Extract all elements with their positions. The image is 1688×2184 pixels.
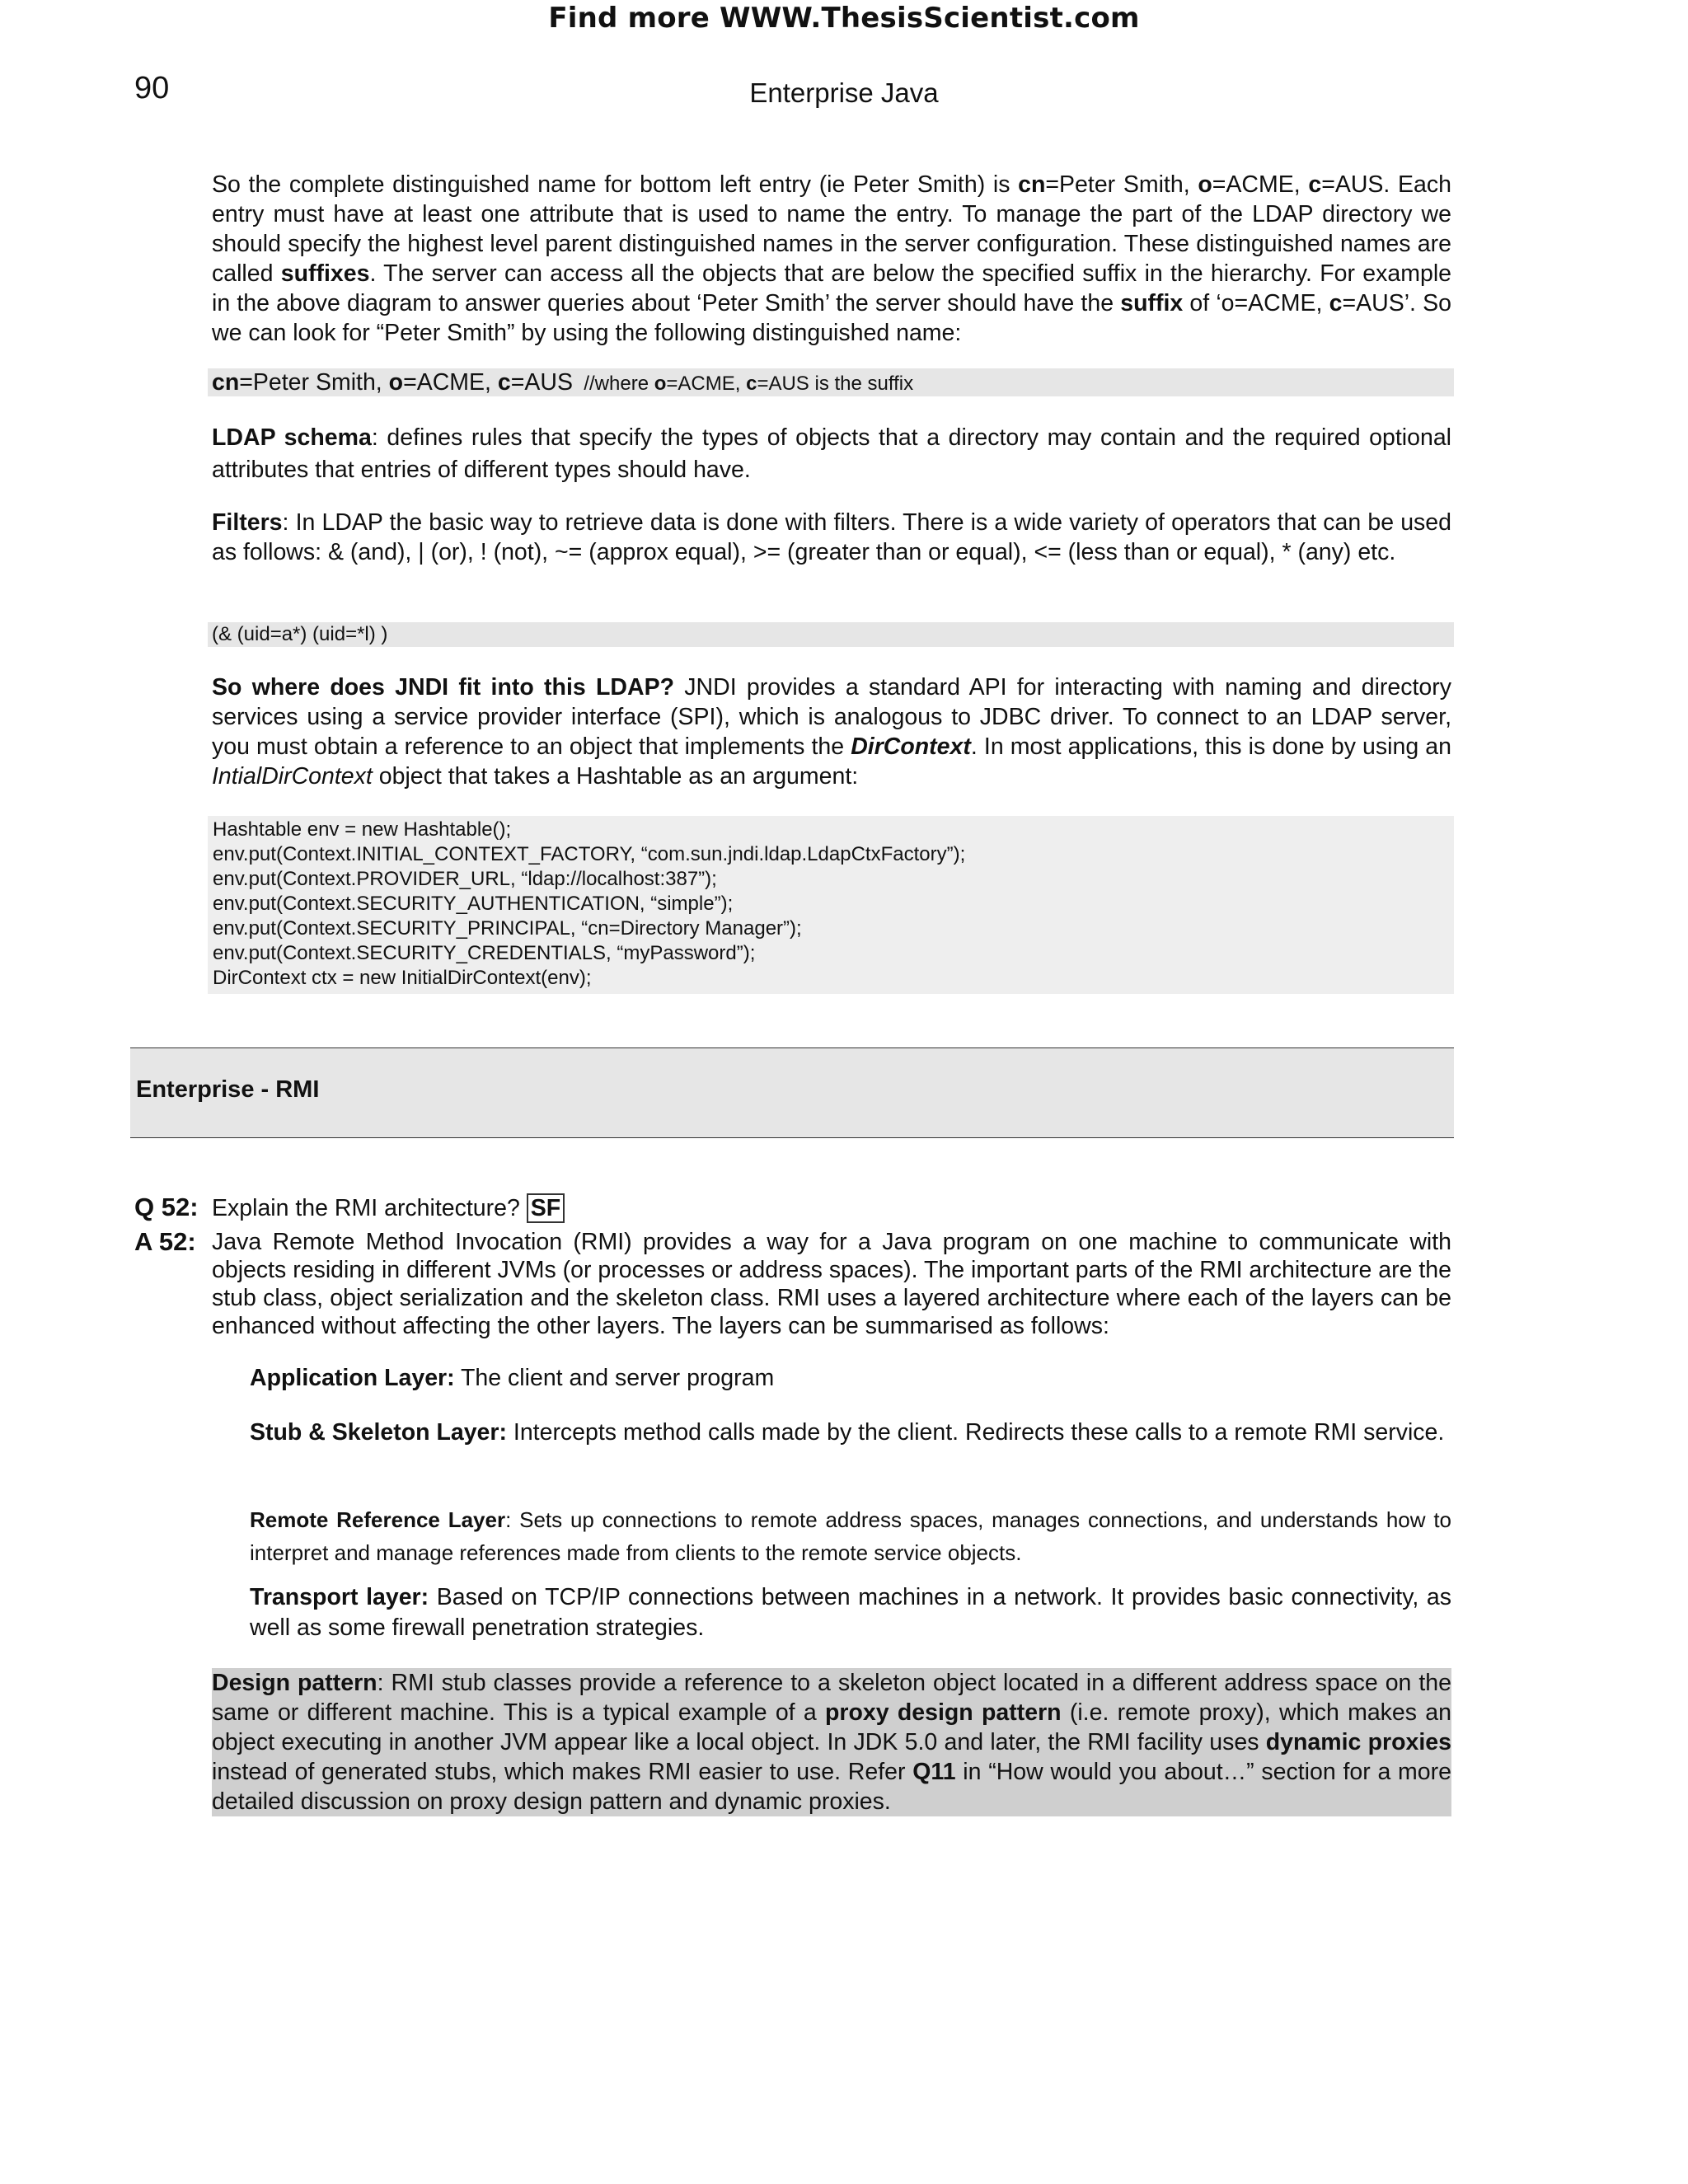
question-text xyxy=(212,1193,1451,1223)
text-span: in “How would you about…” section for a more detailed discussion on proxy design pattern and dynamic proxies. xyxy=(212,1759,1451,1815)
paragraph-filters xyxy=(212,508,1451,567)
text-span: =AUS. Each entry must have at least one attribute that is used to name the entry. To manage the part of the LDAP directory we should specify the highest level parent distinguished names in the server configuration. These distinguished names are called xyxy=(212,171,1451,287)
bold-term: Filters xyxy=(212,509,283,536)
filter-example-code: (& (uid=a*) (uid=*l) ) xyxy=(212,623,388,645)
text-span: So the complete distinguished name for bottom left entry (ie Peter Smith) is xyxy=(212,171,1019,198)
paragraph-distinguished-name xyxy=(212,170,1451,348)
text-span: . The server can access all the objects that are below the specified suffix in the hierarchy. For example in the above diagram to answer queries about ‘Peter Smith’ the server should have the xyxy=(212,260,1452,316)
text-span: =ACME, xyxy=(403,369,498,396)
paragraph-ldap-schema xyxy=(212,422,1451,486)
text-span: . In most applications, this is done by using an xyxy=(970,733,1451,760)
text-span: =AUS’. So we can look for “Peter Smith” by using the following distinguished name: xyxy=(212,290,1451,346)
bold-term: Stub & Skeleton Layer: xyxy=(250,1419,507,1446)
paragraph-jndi xyxy=(212,673,1451,791)
text-span: of ‘o=ACME, xyxy=(1183,290,1329,316)
bold-term: c xyxy=(746,373,757,395)
text-span: JNDI provides a standard API for interacting with naming and directory services using a service provider interface (SPI), which is analogous to JDBC driver. To connect to an LDAP server, you must obtain a reference to an object that implements the xyxy=(212,674,1452,760)
question-label: Q 52: xyxy=(134,1193,199,1221)
text-span: =ACME, xyxy=(1212,171,1309,198)
dn-comment xyxy=(573,373,913,395)
code-line: DirContext ctx = new InitialDirContext(env); xyxy=(213,967,592,989)
text-span: //where xyxy=(573,373,654,395)
answer-text: Java Remote Method Invocation (RMI) provides a way for a Java program on one machine to communicate with objects residing in different JVMs (or processes or address spaces). The important parts of the RMI architecture are the stub class, object serialization and the skeleton class. RMI uses a layered architecture where each of the layers can be enhanced without affecting the other layers. The layers can be summarised as follows: xyxy=(212,1229,1451,1339)
text-span: Explain the RMI architecture? xyxy=(212,1195,527,1221)
sf-tag: SF xyxy=(527,1193,565,1223)
text-span: : defines rules that specify the types of objects that a directory may contain and the required optional attributes that entries of different types should have. xyxy=(212,424,1451,483)
bold-term: Design pattern xyxy=(212,1670,377,1696)
bold-term: Q11 xyxy=(912,1759,956,1785)
bold-term: Remote Reference Layer xyxy=(250,1507,506,1532)
bold-term: suffix xyxy=(1120,290,1184,316)
bold-term: c xyxy=(1329,290,1343,316)
design-pattern-note xyxy=(212,1668,1451,1816)
text-span: instead of generated stubs, which makes RMI easier to use. Refer xyxy=(212,1759,913,1785)
bold-term: c xyxy=(497,369,511,396)
bold-term: c xyxy=(1308,171,1322,198)
code-block xyxy=(208,816,1454,994)
bold-term: o xyxy=(654,373,667,395)
dn-example-box xyxy=(208,368,1454,396)
code-line: env.put(Context.SECURITY_PRINCIPAL, “cn=Directory Manager”); xyxy=(213,917,802,940)
bold-term: cn xyxy=(1018,171,1046,198)
bold-term: cn xyxy=(212,369,240,396)
italic-term: IntialDirContext xyxy=(212,763,373,790)
text-span: =Peter Smith, xyxy=(239,369,389,396)
bold-term: LDAP schema xyxy=(212,424,372,451)
code-line: env.put(Context.SECURITY_CREDENTIALS, “myPassword”); xyxy=(213,942,756,964)
code-line: env.put(Context.INITIAL_CONTEXT_FACTORY, “com.sun.jndi.ldap.LdapCtxFactory”); xyxy=(213,843,966,865)
page-number: 90 xyxy=(134,71,170,105)
layer-stub-skeleton xyxy=(250,1418,1451,1448)
answer-label: A 52: xyxy=(134,1227,196,1256)
text-span: =ACME, xyxy=(666,373,747,395)
bold-term: proxy design pattern xyxy=(824,1699,1062,1726)
text-span: (i.e. remote proxy), which makes an object executing in another JVM appear like a local object. In JDK 5.0 and later, the RMI facility uses xyxy=(212,1699,1452,1755)
bold-term: o xyxy=(388,369,404,396)
text-span: : In LDAP the basic way to retrieve data is done with filters. There is a wide variety of operators that can be used as follows: & (and), | (or), ! (not), ~= (approx equal), >= (greater than or equal), <= (less than or equal), * (any) etc. xyxy=(212,509,1451,565)
bold-term: So where does JNDI fit into this LDAP? xyxy=(212,674,674,701)
bold-term: Transport layer: xyxy=(250,1584,429,1610)
code-line: env.put(Context.SECURITY_AUTHENTICATION, “simple”); xyxy=(213,893,734,915)
text-span: =AUS is the suffix xyxy=(757,373,914,395)
text-span: The client and server program xyxy=(454,1365,775,1391)
code-line: env.put(Context.PROVIDER_URL, “ldap://localhost:387”); xyxy=(213,868,717,890)
layer-application xyxy=(250,1363,1451,1393)
bold-term: o xyxy=(1198,171,1212,198)
section-header xyxy=(130,1047,1454,1138)
site-banner: Find more WWW.ThesisScientist.com xyxy=(548,2,1140,35)
text-span: object that takes a Hashtable as an argument: xyxy=(372,763,859,790)
bold-term: Application Layer: xyxy=(250,1365,455,1391)
text-span: =Peter Smith, xyxy=(1045,171,1198,198)
text-span: : RMI stub classes provide a reference to a skeleton object located in a different address space on the same or different machine. This is a typical example of a xyxy=(212,1670,1451,1726)
layer-remote-reference xyxy=(250,1503,1451,1569)
text-span: =AUS xyxy=(510,369,573,396)
running-title: Enterprise Java xyxy=(749,77,939,108)
bold-term: suffixes xyxy=(280,260,370,287)
text-span: Intercepts method calls made by the client. Redirects these calls to a remote RMI service. xyxy=(506,1419,1445,1446)
bold-term: dynamic proxies xyxy=(1265,1729,1451,1755)
text-span: Based on TCP/IP connections between machines in a network. It provides basic connectivity, as well as some firewall penetration strategies. xyxy=(250,1584,1451,1641)
section-title: Enterprise - RMI xyxy=(136,1076,320,1103)
filter-example-box xyxy=(208,622,1454,647)
code-line: Hashtable env = new Hashtable(); xyxy=(213,818,512,841)
text-span: : Sets up connections to remote address spaces, manages connections, and understands how to interpret and manage references made from clients to the remote service objects. xyxy=(250,1507,1452,1565)
layer-transport xyxy=(250,1582,1451,1643)
bold-italic-term: DirContext xyxy=(851,733,971,760)
